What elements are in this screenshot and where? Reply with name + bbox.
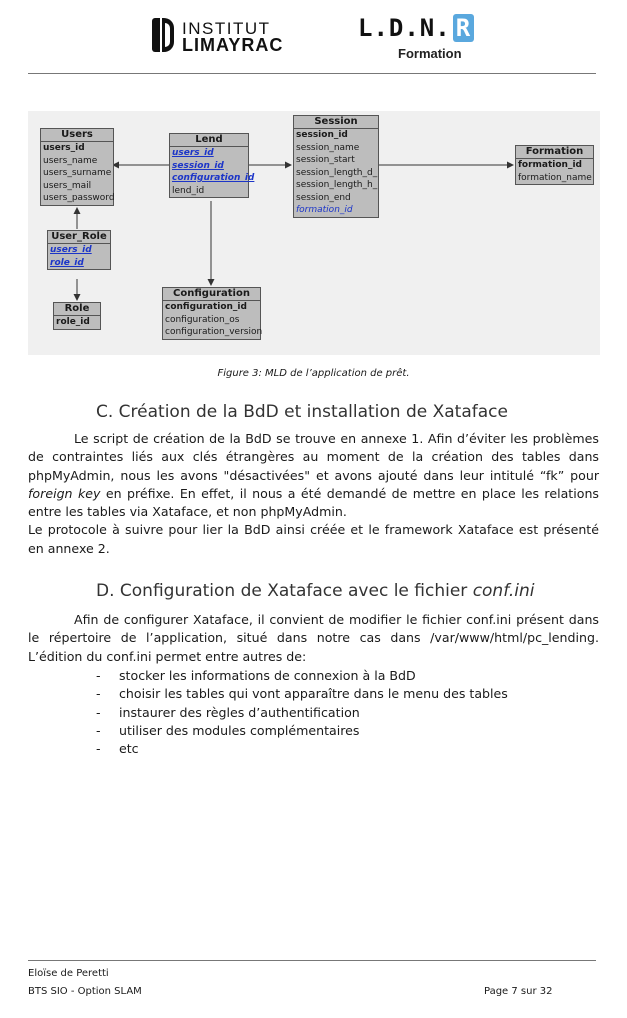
logo-line-1: INSTITUT (182, 19, 271, 38)
conf-ini-uses-list (96, 667, 508, 758)
table-field: users_mail (43, 180, 92, 191)
table-field: users_id (50, 245, 92, 255)
table-field: formation_id (296, 205, 353, 215)
table-role (53, 302, 101, 330)
table-field: configuration_id (172, 173, 255, 183)
table-field: session_id (296, 130, 348, 140)
figure-caption: Figure 3: MLD de l’application de prêt. (217, 368, 410, 379)
list-item: - instaurer des règles d’authentification (96, 704, 508, 722)
section-c-heading: C. Création de la BdD et installation de Xataface (96, 402, 508, 422)
table-field: configuration_id (165, 302, 247, 312)
table-field: users_password (43, 193, 115, 203)
table-lend (169, 133, 255, 198)
limayrac-mark-icon (152, 18, 174, 52)
table-field: users_id (43, 143, 85, 153)
list-item: - utiliser des modules complémentaires (96, 722, 508, 740)
header-divider (28, 73, 596, 74)
table-field: session_length_d_ (296, 167, 378, 178)
table-title: Lend (170, 134, 248, 147)
table-field: formation_id (518, 160, 582, 170)
table-field: role_id (56, 317, 90, 327)
section-c-body (28, 430, 599, 558)
table-field: users_id (172, 148, 214, 158)
list-item: - choisir les tables qui vont apparaître dans le menu des tables (96, 685, 508, 703)
table-title: Users (41, 129, 113, 142)
table-field: session_length_h_ (296, 180, 378, 190)
table-session (293, 115, 379, 218)
table-field: users_name (43, 155, 98, 166)
mld-diagram (28, 111, 600, 355)
table-field: session_start (296, 155, 355, 165)
table-title: Configuration (163, 288, 260, 301)
section-d-paragraph: Afin de configurer Xataface, il convient de modifier le fichier conf.ini présent dans le répertoire de l’application, situé dans notre cas dans /var/www/html/pc_lending. L’édition du conf.ini permet entre autres de: (28, 612, 599, 664)
table-formation (515, 145, 594, 185)
ldnr-subtitle: Formation (398, 46, 462, 61)
table-field: users_surname (43, 168, 112, 178)
ldnr-logo (358, 14, 478, 64)
list-item: - stocker les informations de connexion à la BdD (96, 667, 508, 685)
table-field: configuration_version (165, 327, 263, 337)
table-field: role_id (50, 257, 84, 268)
footer-author: Eloïse de Peretti (28, 968, 109, 979)
table-field: formation_name (518, 172, 592, 183)
section-c-paragraph-1: Le script de création de la BdD se trouve en annexe 1. Afin d’éviter les problèmes de contraintes liés aux clés étrangères au moment de la création des tables dans phpMyAdmin, nous les avons "désactivées" et avons ajouté dans leur intitulé “fk” pour foreign key en préfixe. En effet, il nous a été demandé de mettre en place les relations entre les tables via Xataface, et non phpMyAdmin. (28, 431, 599, 520)
section-d-body (28, 611, 599, 666)
footer-divider (28, 960, 596, 961)
table-field: session_id (172, 160, 224, 171)
list-item: - etc (96, 740, 508, 758)
table-title: Formation (516, 146, 593, 159)
table-field: session_end (296, 192, 351, 203)
section-d-heading: D. Configuration de Xataface avec le fichier conf.ini (96, 581, 535, 601)
table-field: configuration_os (165, 314, 240, 325)
table-users (40, 128, 114, 206)
table-user-role (47, 230, 111, 270)
table-title: Role (54, 303, 100, 316)
ldnr-wordmark: L.D.N. R (358, 14, 474, 42)
section-c-paragraph-2: Le protocole à suivre pour lier la BdD ainsi créée et le framework Xataface est présenté en annexe 2. (28, 522, 599, 556)
table-configuration (162, 287, 261, 340)
table-title: User_Role (48, 231, 110, 244)
table-field: session_name (296, 142, 360, 153)
institut-limayrac-logo (152, 16, 288, 56)
table-title: Session (294, 116, 378, 129)
footer-course: BTS SIO - Option SLAM (28, 986, 142, 997)
footer-page-number: Page 7 sur 32 (484, 986, 553, 997)
logo-line-2: LIMAYRAC (182, 35, 284, 55)
table-field: lend_id (172, 185, 205, 196)
